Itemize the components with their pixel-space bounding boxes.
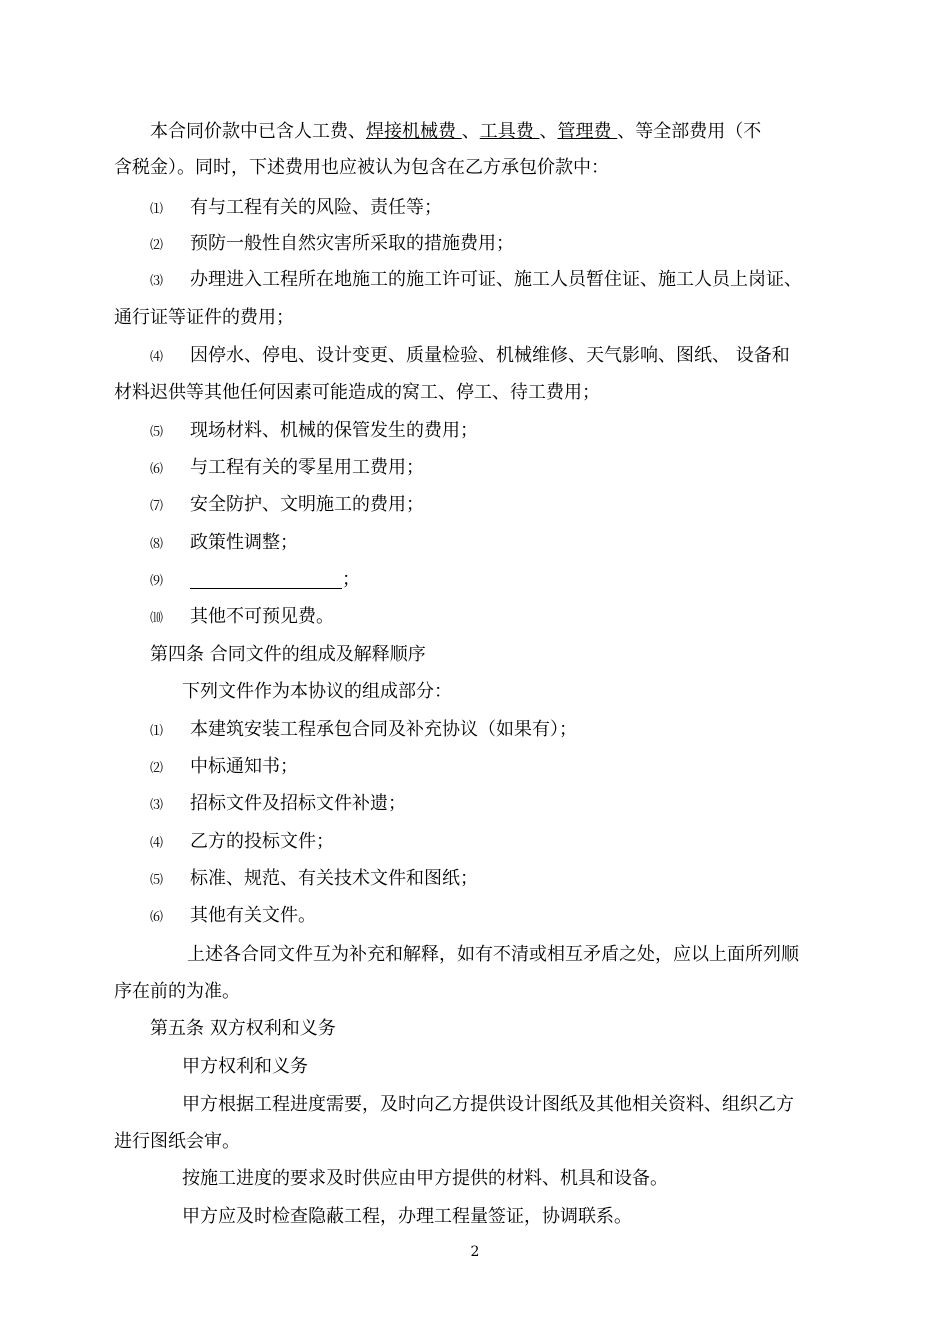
list1-item-5: ⑸ 现场材料、机械的保管发生的费用；	[150, 420, 478, 441]
article4-intro: 下列文件作为本协议的组成部分：	[182, 681, 452, 702]
list1-item-10: ⑽ 其他不可预见费。	[150, 606, 334, 627]
article4-note-line1: 上述各合同文件互为补充和解释，如有不清或相互矛盾之处，应以上面所列顺	[187, 944, 799, 965]
fee-tools: 工具费	[479, 121, 540, 142]
article4-item-4: ⑷ 乙方的投标文件；	[150, 831, 334, 852]
para1-line1: 本合同价款中已含人工费、焊接机械费 、工具费 、管理费 、等全部费用（不	[150, 121, 762, 142]
para1-line2: 含税金）。同时，下述费用也应被认为包含在乙方承包价款中：	[114, 157, 609, 178]
fee-management: 管理费	[557, 121, 618, 142]
list1-item-9: ⑼ ；	[150, 569, 360, 590]
article5-p1-line2: 进行图纸会审。	[114, 1131, 240, 1152]
article4-title: 第四条 合同文件的组成及解释顺序	[150, 644, 426, 665]
list1-item-8: ⑻ 政策性调整；	[150, 532, 298, 553]
article4-note-line2: 序在前的为准。	[114, 981, 240, 1002]
list1-item-3: ⑶ 办理进入工程所在地施工的施工许可证、施工人员暂住证、施工人员上岗证、	[150, 269, 802, 290]
list1-item-4: ⑷ 因停水、停电、设计变更、质量检验、机械维修、天气影响、图纸、 设备和	[150, 345, 790, 366]
article4-item-1: ⑴ 本建筑安装工程承包合同及补充协议（如果有）；	[150, 719, 577, 740]
list1-item-7: ⑺ 安全防护、文明施工的费用；	[150, 494, 424, 515]
list1-item-4-cont: 材料迟供等其他任何因素可能造成的窝工、停工、待工费用；	[114, 382, 600, 403]
list1-item-2: ⑵ 预防一般性自然灾害所采取的措施费用；	[150, 233, 514, 254]
article5-p2: 按施工进度的要求及时供应由甲方提供的材料、机具和设备。	[182, 1168, 668, 1189]
article4-item-6: ⑹ 其他有关文件。	[150, 905, 316, 926]
article4-item-2: ⑵ 中标通知书；	[150, 756, 298, 777]
article5-title: 第五条 双方权利和义务	[150, 1018, 336, 1039]
fee-welding-machinery: 焊接机械费	[366, 121, 462, 142]
article5-p3: 甲方应及时检查隐蔽工程，办理工程量签证，协调联系。	[182, 1206, 632, 1227]
list1-item-1: ⑴ 有与工程有关的风险、责任等；	[150, 197, 442, 218]
article4-item-3: ⑶ 招标文件及招标文件补遗；	[150, 793, 406, 814]
list1-item-6: ⑹ 与工程有关的零星用工费用；	[150, 457, 424, 478]
article5-subtitle: 甲方权利和义务	[182, 1056, 308, 1077]
article4-item-5: ⑸ 标准、规范、有关技术文件和图纸；	[150, 868, 478, 889]
list1-item-3-cont: 通行证等证件的费用；	[114, 307, 294, 328]
page-number: 2	[470, 1244, 480, 1260]
blank-line	[190, 570, 342, 589]
article5-p1-line1: 甲方根据工程进度需要，及时向乙方提供设计图纸及其他相关资料、组织乙方	[182, 1094, 794, 1115]
